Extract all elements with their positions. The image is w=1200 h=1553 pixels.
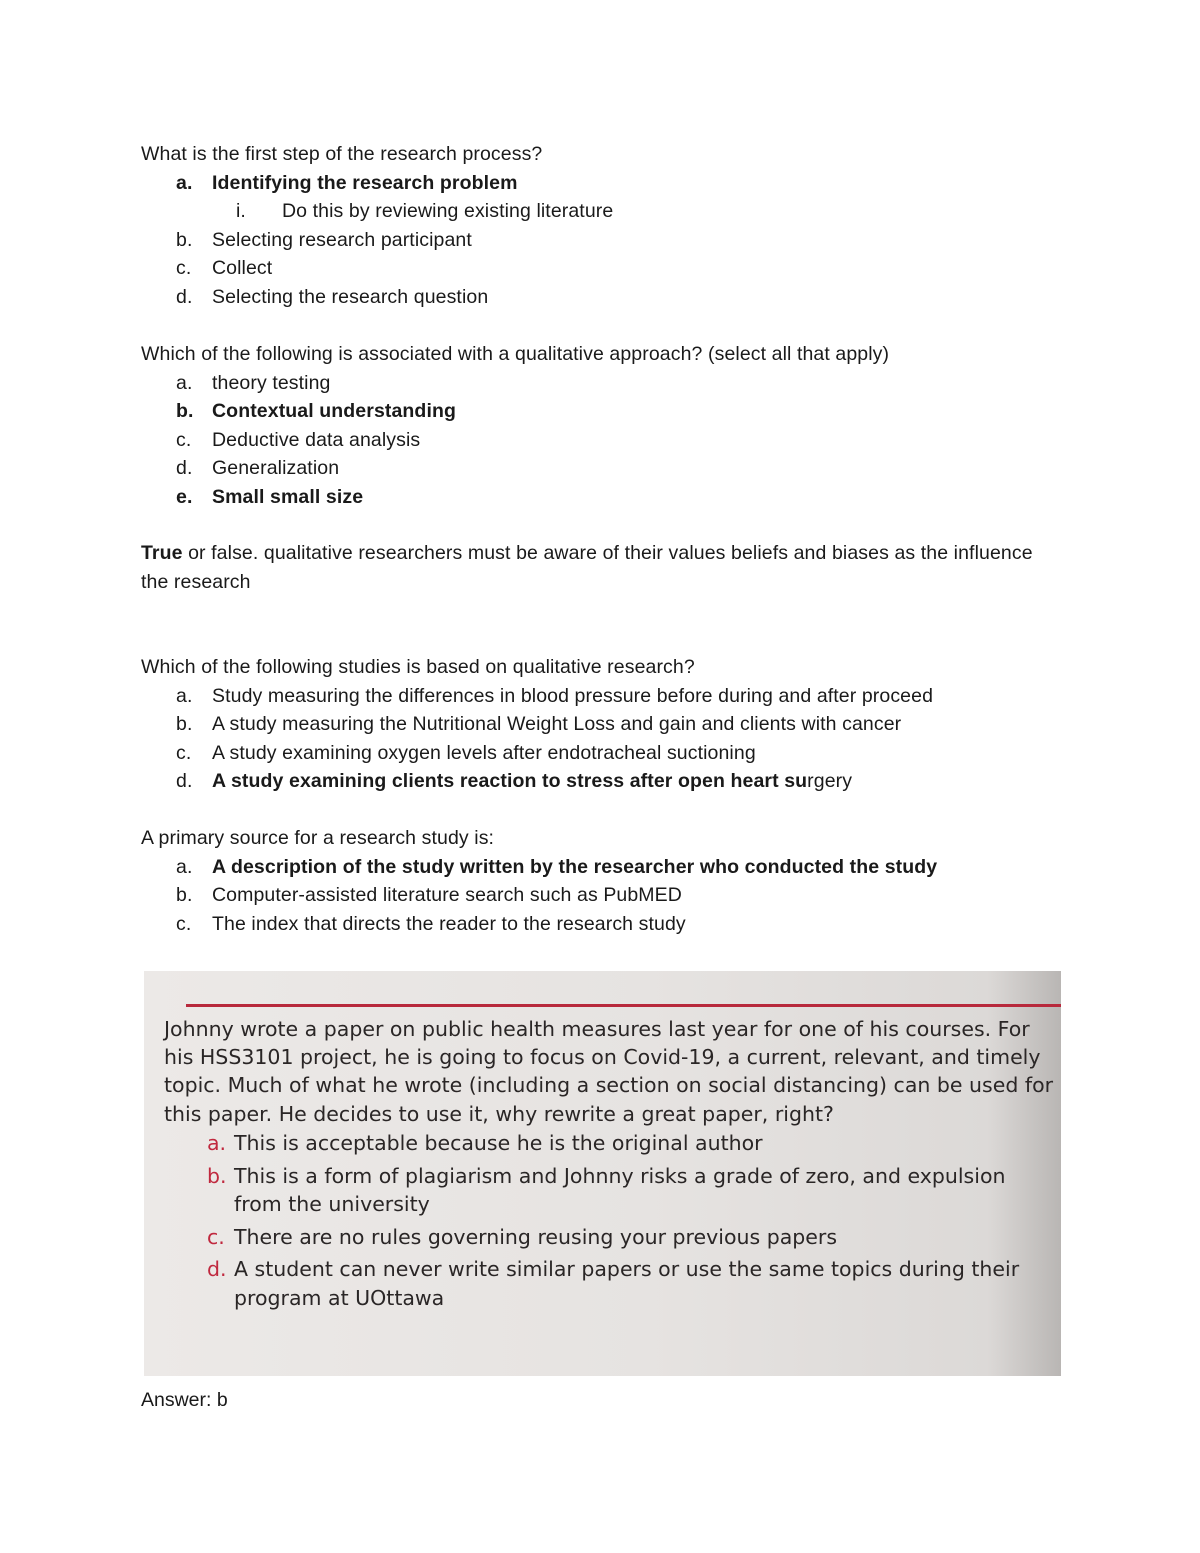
option-marker: d. bbox=[176, 285, 193, 308]
option-2d bbox=[141, 454, 889, 483]
question-3-text: or false. qualitative researchers must be aware of their values beliefs and biases as the influence the research bbox=[141, 542, 1033, 593]
slide-option-marker: b. bbox=[207, 1163, 227, 1188]
option-1d bbox=[141, 283, 613, 312]
slide-option-b bbox=[207, 1162, 1037, 1218]
slide-question-text: Johnny wrote a paper on public health measures last year for one of his courses. For his HSS3101 project, he is going to focus on Covid-19, a current, relevant, and timely topic. Much of what he wrote (including a section on social distancing) can be used for this paper. He decides to use it, why rewrite a great paper, right? bbox=[164, 1017, 1054, 1126]
true-false-answer: True bbox=[141, 542, 183, 564]
slide-option-d bbox=[207, 1255, 1037, 1311]
question-4-options bbox=[141, 682, 933, 796]
option-5c bbox=[141, 910, 937, 939]
sub-item-text: Do this by reviewing existing literature bbox=[282, 200, 614, 223]
option-text: A study examining oxygen levels after endotracheal suctioning bbox=[212, 741, 756, 764]
option-text-bold-part: A study examining clients reaction to stress after open heart su bbox=[212, 770, 808, 793]
option-marker: a. bbox=[176, 171, 193, 194]
question-5-text: A primary source for a research study is: bbox=[141, 827, 495, 849]
question-2-text: Which of the following is associated with a qualitative approach? (select all that apply) bbox=[141, 343, 890, 365]
slide-option-text: This is a form of plagiarism and Johnny risks a grade of zero, and expulsion from the university bbox=[234, 1163, 1006, 1216]
option-text: Generalization bbox=[212, 457, 340, 480]
option-text: The index that directs the reader to the research study bbox=[212, 912, 686, 935]
option-5a bbox=[141, 853, 937, 882]
option-4b bbox=[141, 710, 933, 739]
question-1-text: What is the first step of the research process? bbox=[141, 143, 543, 165]
option-text: Collect bbox=[212, 257, 273, 280]
option-text bbox=[212, 767, 852, 796]
option-1c bbox=[141, 254, 613, 283]
option-text: Small small size bbox=[212, 485, 364, 508]
question-4-text: Which of the following studies is based on qualitative research? bbox=[141, 656, 695, 678]
sub-item-marker: i. bbox=[236, 200, 246, 223]
option-text: Selecting research participant bbox=[212, 228, 472, 251]
option-2e bbox=[141, 483, 889, 512]
slide-option-a bbox=[207, 1129, 1037, 1157]
option-4d bbox=[141, 767, 933, 796]
option-marker: d. bbox=[176, 457, 193, 480]
slide-option-marker: a. bbox=[207, 1131, 227, 1155]
slide-option-text: There are no rules governing reusing your previous papers bbox=[234, 1224, 838, 1249]
option-marker: b. bbox=[176, 228, 193, 251]
question-2 bbox=[141, 340, 889, 512]
option-text: Identifying the research problem bbox=[212, 171, 518, 194]
option-marker: c. bbox=[176, 428, 192, 451]
option-text: Computer-assisted literature search such as PubMED bbox=[212, 884, 682, 907]
option-marker: b. bbox=[176, 400, 194, 423]
option-4a bbox=[141, 682, 933, 711]
option-4c bbox=[141, 739, 933, 768]
slide-accent-rule bbox=[186, 1004, 1061, 1007]
option-marker: c. bbox=[176, 741, 192, 764]
slide-option-text: A student can never write similar papers or use the same topics during their program at UOttawa bbox=[234, 1257, 1020, 1310]
question-1-options bbox=[141, 169, 613, 312]
option-text: Study measuring the differences in blood pressure before during and after proceed bbox=[212, 684, 934, 707]
option-text: A description of the study written by the researcher who conducted the study bbox=[212, 855, 938, 878]
option-text: Deductive data analysis bbox=[212, 428, 421, 451]
option-marker: b. bbox=[176, 884, 193, 907]
slide-option-text: This is acceptable because he is the original author bbox=[234, 1131, 763, 1155]
slide-options bbox=[207, 1129, 1037, 1316]
option-marker: a. bbox=[176, 684, 193, 707]
question-4 bbox=[141, 653, 933, 796]
option-1a bbox=[141, 169, 613, 198]
slide-option-c bbox=[207, 1223, 1037, 1251]
question-5 bbox=[141, 824, 937, 938]
option-text: Contextual understanding bbox=[212, 400, 456, 423]
option-marker: a. bbox=[176, 855, 193, 878]
question-1 bbox=[141, 140, 613, 312]
option-marker: e. bbox=[176, 485, 193, 508]
option-2c bbox=[141, 426, 889, 455]
question-3 bbox=[141, 539, 1041, 596]
option-marker: b. bbox=[176, 713, 193, 736]
slide-option-marker: d. bbox=[207, 1257, 227, 1282]
option-2b bbox=[141, 397, 889, 426]
option-marker: a. bbox=[176, 371, 193, 394]
option-text: theory testing bbox=[212, 371, 331, 394]
option-marker: c. bbox=[176, 912, 192, 935]
option-5b bbox=[141, 881, 937, 910]
option-text: A study measuring the Nutritional Weight Loss and gain and clients with cancer bbox=[212, 713, 902, 736]
option-marker: c. bbox=[176, 257, 192, 280]
question-5-options bbox=[141, 853, 937, 939]
embedded-slide-image bbox=[144, 971, 1061, 1376]
option-1a-sub-item bbox=[141, 197, 613, 226]
answer-line: Answer: b bbox=[141, 1389, 228, 1411]
slide-option-marker: c. bbox=[207, 1224, 225, 1249]
option-marker: d. bbox=[176, 770, 193, 793]
option-2a bbox=[141, 369, 889, 398]
option-1b bbox=[141, 226, 613, 255]
question-2-options bbox=[141, 369, 889, 512]
option-text-rest: rgery bbox=[807, 770, 853, 793]
option-text: Selecting the research question bbox=[212, 285, 489, 308]
